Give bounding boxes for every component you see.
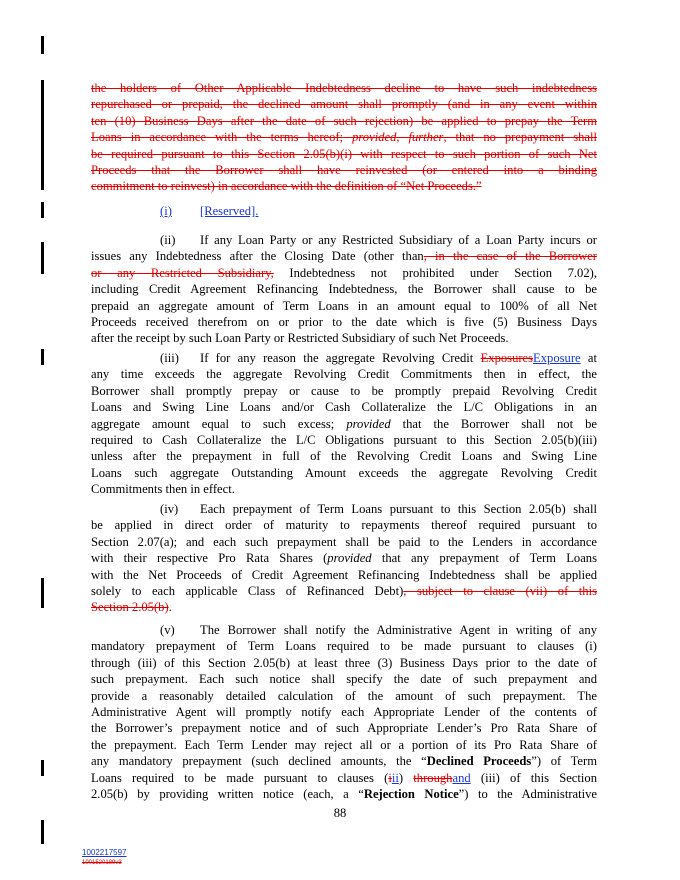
text-line: or any Restricted Subsidiary, Indebtedness not prohibited under Section 7.02), bbox=[91, 265, 597, 280]
document-id-previous: 1001520189v3 bbox=[82, 860, 122, 866]
text-line: Section 2.05(b). bbox=[91, 600, 172, 615]
change-bar bbox=[41, 242, 44, 274]
text-line: ten (10) Business Days after the date of such rejection) be applied to prepay the Term bbox=[91, 113, 597, 128]
text-line: Section 2.07(a); and each such prepayment shall be paid to the Lenders in accordance bbox=[91, 534, 597, 549]
paragraph-iv bbox=[91, 501, 597, 616]
paragraph-iii bbox=[91, 350, 597, 498]
text-line: including Credit Agreement Refinancing Indebtedness, the Borrower shall cause to be bbox=[91, 282, 597, 297]
paragraph-ii bbox=[91, 232, 597, 347]
text-line: (ii) If any Loan Party or any Restricted Subsidiary of a Loan Party incurs or bbox=[160, 233, 597, 247]
change-bar bbox=[41, 578, 44, 608]
text-line: provide a reasonably detailed calculation of the amount of such prepayment. The bbox=[91, 688, 597, 703]
text-line: such prepayment. Each such notice shall specify the date of such prepayment and bbox=[91, 672, 597, 687]
change-bar bbox=[41, 760, 44, 776]
text-line: through (iii) of this Section 2.05(b) at least three (3) Business Days prior to the date of bbox=[91, 655, 597, 670]
text-line: solely to each applicable Class of Refinanced Debt), subject to clause (vii) of this bbox=[91, 584, 598, 599]
paragraph-v bbox=[91, 622, 597, 802]
text-line: aggregate amount equal to such excess; provided that the Borrower shall not be bbox=[91, 416, 597, 431]
document-id bbox=[82, 848, 127, 868]
change-bar bbox=[41, 820, 44, 844]
change-bar bbox=[41, 202, 44, 218]
text-line: unless after the prepayment in full of the Revolving Credit Loans and Swing Line bbox=[91, 449, 597, 464]
change-bar bbox=[41, 36, 44, 54]
page-number: 88 bbox=[333, 806, 347, 820]
text-line: the Borrower’s prepayment notice and of such Appropriate Lender’s Pro Rata Share of bbox=[91, 721, 597, 736]
text-line: Loans and Swing Line Loans and/or Cash Collateralize the L/C Obligations in an bbox=[91, 400, 597, 415]
document-id-current: 1002217597 bbox=[82, 848, 127, 857]
deleted-paragraph bbox=[91, 80, 597, 195]
text-line: repurchased or prepaid, the declined amount shall promptly (and in any event within bbox=[91, 97, 597, 112]
text-line: Loans such aggregate Outstanding Amount exceeds the aggregate Revolving Credit bbox=[91, 465, 597, 480]
text-line: 2.05(b) by providing written notice (each, a “Rejection Notice”) to the Administrative bbox=[91, 787, 597, 802]
text-line: Administrative Agent will promptly notify each Appropriate Lender of the contents of bbox=[91, 705, 597, 720]
text-line: issues any Indebtedness after the Closing Date (other than, in the case of the Borrower bbox=[91, 249, 597, 264]
text-line: Loans in accordance with the terms hereof; provided, further, that no prepayment shall bbox=[91, 130, 597, 145]
text-line: Proceeds received therefrom on or prior to the date which is five (5) Business Days bbox=[91, 315, 597, 330]
text-line: mandatory prepayment of Term Loans required to be made pursuant to clauses (i) bbox=[91, 639, 597, 654]
text-line: Loans required to be made pursuant to clauses (iii) throughand (iii) of this Section bbox=[91, 770, 597, 785]
text-line: Commitments then in effect. bbox=[91, 482, 235, 497]
text-line: commitment to reinvest) in accordance with the definition of “Net Proceeds.” bbox=[91, 179, 482, 194]
text-line: the holders of Other Applicable Indebtedness decline to have such indebtedness bbox=[91, 81, 597, 95]
change-bar bbox=[41, 349, 44, 365]
text-line: (v) The Borrower shall notify the Administrative Agent in writing of any bbox=[160, 623, 597, 637]
change-bar bbox=[41, 80, 44, 190]
text-line: Proceeds that the Borrower shall have reinvested (or entered into a binding bbox=[91, 163, 597, 178]
text-line: any mandatory prepayment (such declined amounts, the “Declined Proceeds”) of Term bbox=[91, 754, 597, 769]
text-line: required to Cash Collateralize the L/C Obligations pursuant to this Section 2.05(b)(iii) bbox=[91, 433, 597, 448]
clause-number: (i) bbox=[160, 204, 172, 218]
text-line: with their respective Pro Rata Shares (provided that any prepayment of Term Loans bbox=[91, 551, 597, 566]
text-line: after the receipt by such Loan Party or Restricted Subsidiary of such Net Proceeds. bbox=[91, 331, 509, 346]
text-line: any time exceeds the aggregate Revolving Credit Commitments then in effect, the bbox=[91, 367, 597, 382]
text-line: be required pursuant to this Section 2.05(b)(i) with respect to such portion of such Net bbox=[91, 146, 597, 161]
text-line: prepaid an aggregate amount of Term Loans in an amount equal to 100% of all Net bbox=[91, 298, 597, 313]
text-line: Borrower shall promptly prepay or cause to be promptly prepaid Revolving Credit bbox=[91, 383, 597, 398]
text-line: the prepayment. Each Term Lender may reject all or a portion of its Pro Rata Share of bbox=[91, 737, 597, 752]
text-line: (iii) If for any reason the aggregate Revolving Credit ExposuresExposure at bbox=[160, 351, 597, 365]
reserved-text: [Reserved]. bbox=[200, 204, 259, 218]
text-line: (iv) Each prepayment of Term Loans pursuant to this Section 2.05(b) shall bbox=[160, 502, 597, 516]
text-line: be applied in direct order of maturity to repayments thereof required pursuant to bbox=[91, 518, 597, 533]
text-line: with the Net Proceeds of Credit Agreement Refinancing Indebtedness shall be applied bbox=[91, 567, 597, 582]
